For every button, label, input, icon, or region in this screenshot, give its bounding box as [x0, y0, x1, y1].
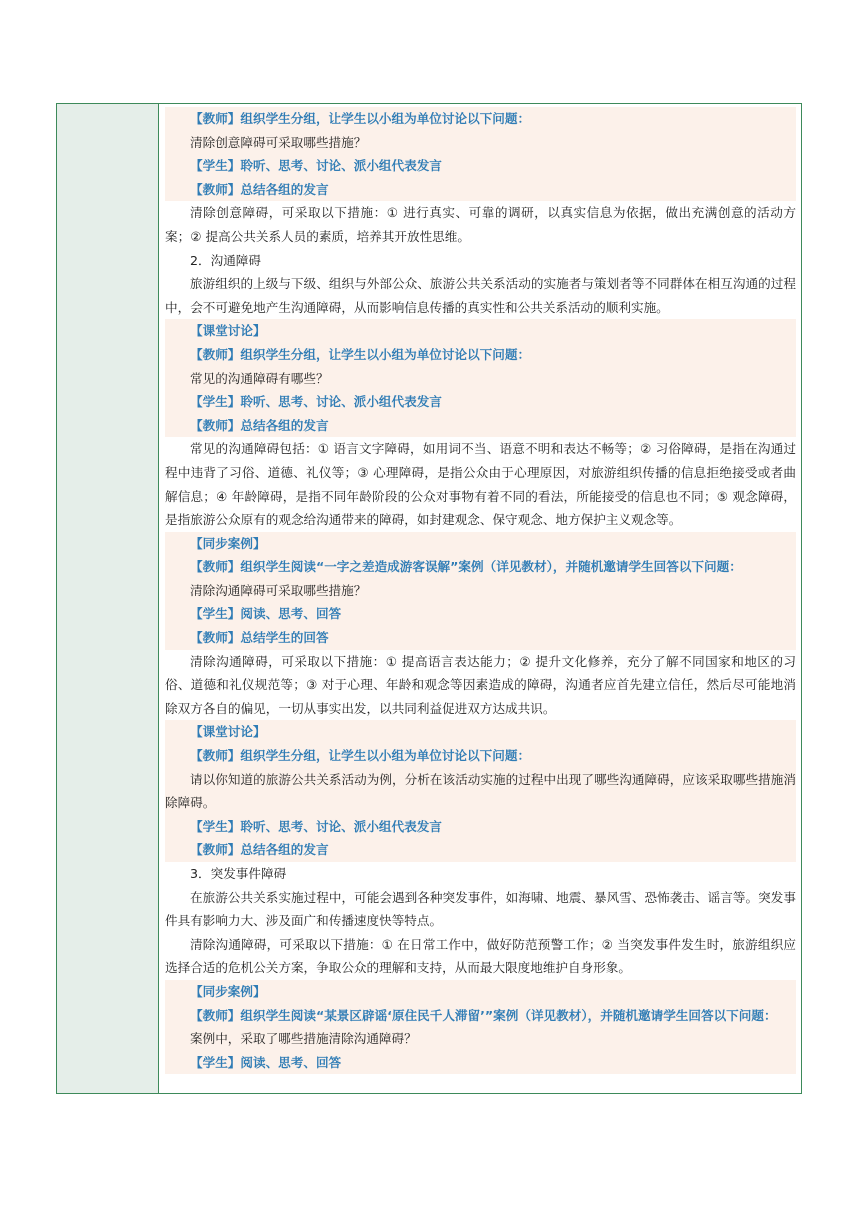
lesson-table: [56, 103, 802, 1094]
question-line: 清除沟通障碍可采取哪些措施？: [165, 579, 796, 603]
highlight-line: 【教师】总结学生的回答: [165, 626, 796, 650]
highlight-line: 【教师】组织学生分组，让学生以小组为单位讨论以下问题：: [165, 107, 796, 131]
highlight-line: 【课堂讨论】: [165, 720, 796, 744]
highlight-line: 【课堂讨论】: [165, 319, 796, 343]
question-line: 常见的沟通障碍有哪些？: [165, 367, 796, 391]
highlight-line: 【教师】总结各组的发言: [165, 178, 796, 202]
question-line: 案例中，采取了哪些措施清除沟通障碍？: [165, 1027, 796, 1051]
highlight-line: 【同步案例】: [165, 532, 796, 556]
question-line: 清除创意障碍可采取哪些措施？: [165, 131, 796, 155]
body-paragraph: 清除沟通障碍，可采取以下措施：① 在日常工作中，做好防范预警工作；② 当突发事件发生时，旅游组织应选择合适的危机公关方案，争取公众的理解和支持，从而最大限度地维护自身形象。: [165, 936, 796, 976]
section-heading: 2．沟通障碍: [190, 252, 261, 268]
question-paragraph: 请以你知道的旅游公共关系活动为例，分析在该活动实施的过程中出现了哪些沟通障碍，应该采取哪些措施消除障碍。: [165, 768, 796, 815]
highlight-line: 【学生】聆听、思考、讨论、派小组代表发言: [165, 154, 796, 178]
body-paragraph: 旅游组织的上级与下级、组织与外部公众、旅游公共关系活动的实施者与策划者等不同群体在相互沟通的过程中，会不可避免地产生沟通障碍，从而影响信息传播的真实性和公共关系活动的顺利实施。: [165, 276, 796, 315]
highlight-line: 【教师】总结各组的发言: [165, 838, 796, 862]
highlight-line: 【学生】聆听、思考、讨论、派小组代表发言: [165, 390, 796, 414]
left-column: [57, 104, 159, 1093]
highlight-line: 【教师】组织学生阅读“一字之差造成游客误解”案例（详见教材），并随机邀请学生回答以下问题：: [165, 555, 796, 579]
body-paragraph: 常见的沟通障碍包括：① 语言文字障碍，如用词不当、语意不明和表达不畅等；② 习俗障碍，是指在沟通过程中违背了习俗、道德、礼仪等；③ 心理障碍，是指公众由于心理原因，对旅游组织传播的信息拒绝接受或者曲解信息；④ 年龄障碍，是指不同年龄阶段的公众对事物有着不同的看法，所能接受的信息也不同；⑤ 观念障碍，是指旅游公众原有的观念给沟通带来的障碍，如封建观念、保守观念、地方保护主义观念等。: [165, 441, 796, 528]
highlight-paragraph: 【教师】组织学生阅读“某景区辟谣‘原住民千人滞留’”案例（详见教材），并随机邀请学生回答以下问题：: [165, 1004, 796, 1028]
body-paragraph: 清除沟通障碍，可采取以下措施：① 提高语言表达能力；② 提升文化修养，充分了解不同国家和地区的习俗、道德和礼仪规范等；③ 对于心理、年龄和观念等因素造成的障碍，沟通者应首先建立信任，然后尽可能地消除双方各自的偏见，一切从事实出发，以共同利益促进双方达成共识。: [165, 653, 796, 716]
highlight-line: 【教师】总结各组的发言: [165, 414, 796, 438]
highlight-line: 【教师】组织学生分组，让学生以小组为单位讨论以下问题：: [165, 343, 796, 367]
highlight-line: 【学生】阅读、思考、回答: [165, 1051, 796, 1075]
highlight-line: 【学生】聆听、思考、讨论、派小组代表发言: [165, 815, 796, 839]
content-cell: [159, 104, 801, 1093]
body-paragraph: 在旅游公共关系实施过程中，可能会遇到各种突发事件，如海啸、地震、暴风雪、恐怖袭击、谣言等。突发事件具有影响力大、涉及面广和传播速度快等特点。: [165, 889, 796, 929]
section-heading: 3．突发事件障碍: [190, 866, 287, 881]
highlight-line: 【学生】阅读、思考、回答: [165, 602, 796, 626]
highlight-line: 【同步案例】: [165, 980, 796, 1004]
highlight-line: 【教师】组织学生分组，让学生以小组为单位讨论以下问题：: [165, 744, 796, 768]
body-paragraph: 清除创意障碍，可采取以下措施：① 进行真实、可靠的调研，以真实信息为依据，做出充满创意的活动方案；② 提高公共关系人员的素质，培养其开放性思维。: [165, 205, 796, 244]
